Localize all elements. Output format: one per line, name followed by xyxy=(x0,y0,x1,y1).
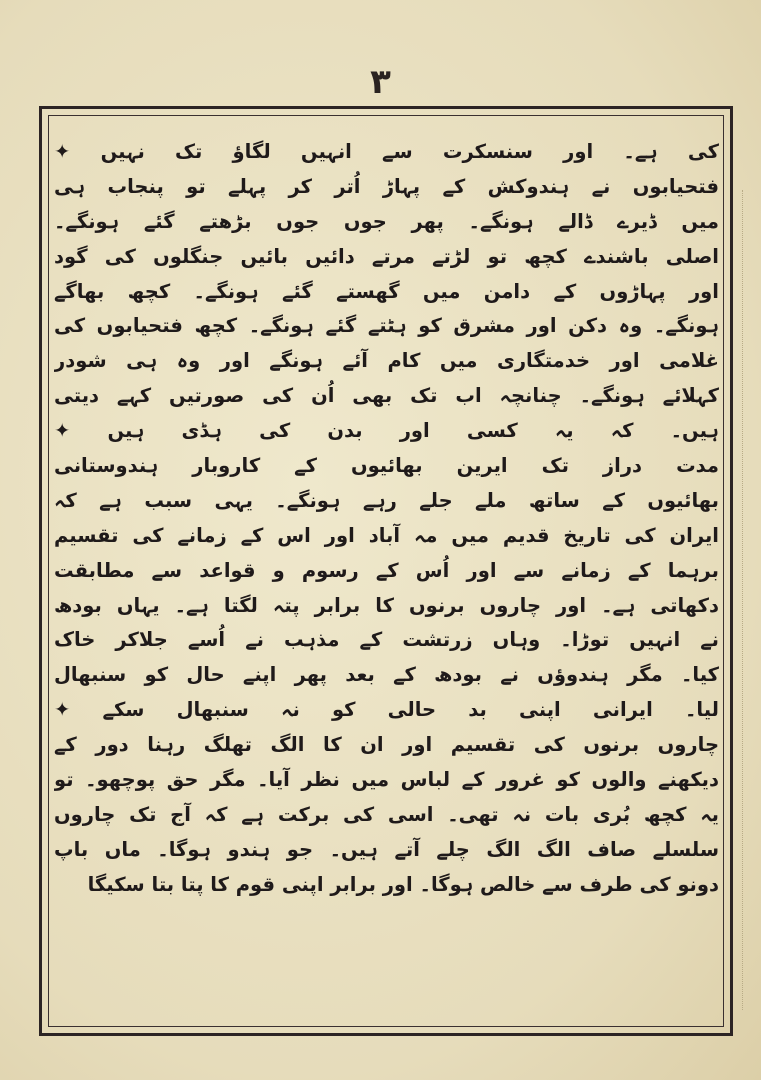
text-line: دیکھنے والوں کو غرور کے لباس میں نظر آیا۔ مگر حق پوچھو۔ تو xyxy=(54,768,719,792)
text-line: کیا۔ مگر ہندوؤں نے بودھ کے بعد پھر اپنے حال کو سنبھال xyxy=(54,663,719,687)
text-line: بھائیوں کے ساتھ ملے جلے رہے ہونگے۔ یہی سبب ہے کہ xyxy=(54,488,719,512)
text-line: ہونگے۔ وہ دکن اور مشرق کو ہٹتے گئے ہونگے۔ کچھ فتحیابوں کی xyxy=(54,314,719,338)
margin-dotted-line xyxy=(742,190,753,1010)
text-line: اصلی باشندے کچھ تو لڑتے مرتے دائیں بائیں جنگلوں کی گود xyxy=(54,244,719,268)
text-line: میں ڈیرے ڈالے ہونگے۔ پھر جوں جوں بڑھتے گئے ہونگے۔ xyxy=(54,209,719,233)
urdu-text-body xyxy=(54,135,719,1015)
page-number: ۳ xyxy=(370,62,391,102)
text-line: ہیں۔ کہ یہ کسی اور بدن کی ہڈی ہیں ✦ xyxy=(54,419,719,443)
text-line: برہما کے زمانے سے اور اُس کے رسوم و قواعد سے مطابقت xyxy=(54,558,719,582)
text-line: کی ہے۔ اور سنسکرت سے انہیں لگاؤ تک نہیں ✦ xyxy=(54,140,719,163)
text-line: دکھاتی ہے۔ اور چاروں برنوں کا برابر پتہ لگتا ہے۔ یہاں بودھ xyxy=(54,593,719,617)
text-line: فتحیابوں نے ہندوکش کے پہاڑ اُتر کر پہلے تو پنجاب ہی xyxy=(54,174,719,198)
text-line: سلسلے صاف الگ الگ چلے آتے ہیں۔ جو ہندو ہوگا۔ ماں باپ xyxy=(54,837,719,861)
text-line: نے انہیں توڑا۔ وہاں زرتشت کے مذہب نے اُسے جلاکر خاک xyxy=(54,628,719,652)
text-line: یہ کچھ بُری بات نہ تھی۔ اسی کی برکت ہے کہ آج تک چاروں xyxy=(54,802,719,826)
text-line: چاروں برنوں کی تقسیم اور ان کا الگ تھلگ رہنا دور کے xyxy=(54,733,719,757)
text-line: دونو کی طرف سے خالص ہوگا۔ اور برابر اپنی قوم کا پتا بتا سکیگا xyxy=(87,872,719,896)
text-line: کہلائے ہونگے۔ چنانچہ اب تک بھی اُن کی صورتیں کہے دیتی xyxy=(54,384,719,408)
text-line: ایران کی تاریخ قدیم میں مہ آباد اور اس کے زمانے کی تقسیم xyxy=(54,523,719,547)
text-line: مدت دراز تک ایرین بھائیوں کے کاروبار ہندوستانی xyxy=(54,454,719,478)
text-line: لیا۔ ایرانی اپنی بد حالی کو نہ سنبھال سکے ✦ xyxy=(54,698,719,722)
text-line: غلامی اور خدمتگاری میں کام آئے ہونگے اور وہ ہی شودر xyxy=(54,349,719,373)
text-line: اور پہاڑوں کے دامن میں گھستے گئے ہونگے۔ کچھ بھاگے xyxy=(54,279,719,303)
